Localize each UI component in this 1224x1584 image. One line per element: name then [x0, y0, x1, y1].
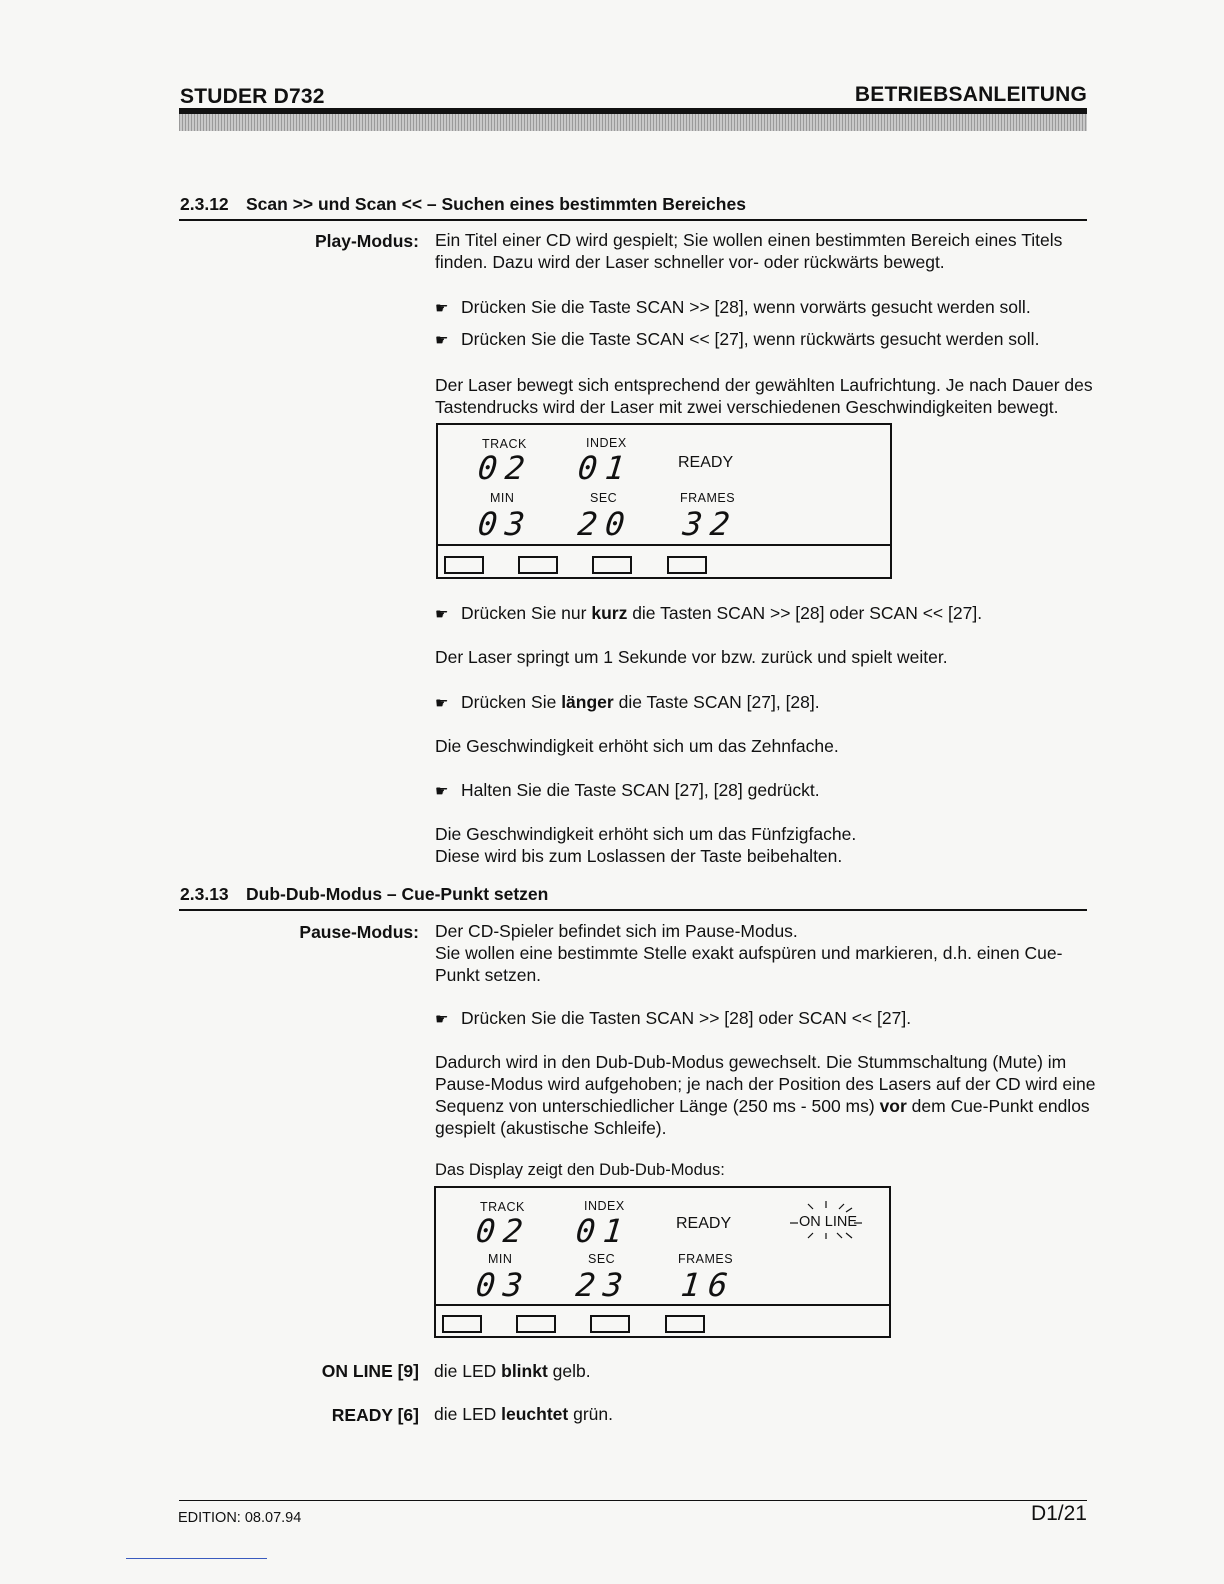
- intro-line: Ein Titel einer CD wird gespielt; Sie wollen einen bestimmten Bereich eines Titels: [435, 230, 1063, 250]
- display-button-segment: [518, 556, 558, 574]
- list-item: ☛ Halten Sie die Taste SCAN [27], [28] gedrückt.: [435, 779, 820, 803]
- index-value: 01: [576, 449, 635, 487]
- pointing-hand-icon: ☛: [435, 332, 449, 349]
- sec-value: 23: [574, 1266, 633, 1304]
- display-button-segment: [442, 1315, 482, 1333]
- frames-label: FRAMES: [678, 1252, 734, 1266]
- edition-date: EDITION: 08.07.94: [178, 1510, 302, 1526]
- sec-value: 20: [576, 505, 635, 543]
- section-2-rule: [179, 909, 1087, 911]
- pointing-hand-icon: ☛: [435, 783, 449, 800]
- track-label: TRACK: [480, 1200, 525, 1214]
- online-led-description: die LED blinkt gelb.: [434, 1361, 591, 1381]
- section-1-heading: [180, 194, 746, 215]
- track-value: 02: [474, 1212, 533, 1250]
- header-doc-type: BETRIEBSANLEITUNG: [854, 83, 1087, 106]
- section-1-title: Scan >> und Scan << – Suchen eines bestimmten Bereiches: [246, 194, 746, 214]
- pointing-hand-icon: ☛: [435, 1011, 449, 1028]
- header-title: STUDER D732: [180, 85, 325, 108]
- section-1-rule: [179, 219, 1087, 221]
- frames-label: FRAMES: [680, 491, 736, 505]
- min-label: MIN: [488, 1252, 513, 1266]
- section-2-heading: [180, 884, 548, 905]
- sec-label: SEC: [590, 491, 618, 505]
- footer-link-rule: [126, 1558, 267, 1559]
- section-1-paragraph: Die Geschwindigkeit erhöht sich um das Fünfzigfache. Diese wird bis zum Loslassen der Taste beibehalten.: [435, 824, 857, 866]
- frames-value: 32: [681, 505, 740, 543]
- section-1-number: 2.3.12: [180, 194, 229, 214]
- min-value: 03: [474, 1266, 533, 1304]
- display-divider: [438, 544, 890, 546]
- section-1-paragraph: Die Geschwindigkeit erhöht sich um das Zehnfache.: [435, 736, 839, 756]
- list-item: ☛ Drücken Sie nur kurz die Tasten SCAN >> [28] oder SCAN << [27].: [435, 602, 982, 626]
- ready-indicator: READY: [678, 454, 734, 471]
- ready-indicator: READY: [676, 1215, 732, 1232]
- pointing-hand-icon: ☛: [435, 695, 449, 712]
- index-value: 01: [574, 1212, 633, 1250]
- index-label: INDEX: [584, 1199, 625, 1213]
- section-2-intro: Der CD-Spieler befindet sich im Pause-Modus. Sie wollen eine bestimmte Stelle exakt aufspüren und markieren, d.h. einen Cue- Punkt setzen.: [435, 921, 1063, 985]
- cd-display-dub: [434, 1186, 891, 1338]
- pause-mode-label: Pause-Modus:: [299, 922, 419, 942]
- ready-led-label: READY [6]: [331, 1405, 419, 1425]
- section-2-paragraph: Dadurch wird in den Dub-Dub-Modus gewechselt. Die Stummschaltung (Mute) im Pause-Modus wird aufgehoben; je nach der Position des Lasers auf der CD wird eine Sequenz von unterschiedlicher Länge (250 ms - 500 ms) vor dem Cue-Punkt endlos gespielt (akustische Schleife).: [435, 1052, 1096, 1138]
- list-item: ☛ Drücken Sie die Tasten SCAN >> [28] oder SCAN << [27].: [435, 1007, 911, 1031]
- section-1-paragraph: Der Laser bewegt sich entsprechend der gewählten Laufrichtung. Je nach Dauer des Tastendrucks wird der Laser mit zwei verschiedenen Geschwindigkeiten bewegt.: [435, 375, 1093, 417]
- section-2-paragraph: Das Display zeigt den Dub-Dub-Modus:: [435, 1161, 725, 1179]
- list-item: ☛ Drücken Sie die Taste SCAN << [27], wenn rückwärts gesucht werden soll.: [435, 328, 1039, 352]
- min-value: 03: [476, 505, 535, 543]
- online-indicator: [786, 1194, 866, 1244]
- list-item: ☛ Drücken Sie länger die Taste SCAN [27], [28].: [435, 691, 820, 715]
- cd-display-play: [436, 423, 892, 579]
- display-button-segment: [516, 1315, 556, 1333]
- section-2-title: Dub-Dub-Modus – Cue-Punkt setzen: [246, 884, 549, 904]
- sec-label: SEC: [588, 1252, 616, 1266]
- ready-led-description: die LED leuchtet grün.: [434, 1404, 613, 1424]
- display-button-segment: [665, 1315, 705, 1333]
- online-led-label: ON LINE [9]: [321, 1361, 419, 1381]
- section-1-paragraph: Der Laser springt um 1 Sekunde vor bzw. zurück und spielt weiter.: [435, 647, 948, 667]
- index-label: INDEX: [586, 436, 627, 450]
- intro-line: finden. Dazu wird der Laser schneller vor- oder rückwärts bewegt.: [435, 252, 945, 272]
- track-value: 02: [476, 449, 535, 487]
- header-hatch-band: [179, 114, 1087, 131]
- section-2-number: 2.3.13: [180, 884, 229, 904]
- track-label: TRACK: [482, 437, 527, 451]
- online-label: ON LINE: [799, 1214, 858, 1230]
- display-button-segment: [444, 556, 484, 574]
- footer-rule: [179, 1500, 1087, 1501]
- section-1-intro: [435, 229, 1062, 273]
- frames-value: 16: [679, 1266, 738, 1304]
- display-divider: [436, 1304, 889, 1306]
- pointing-hand-icon: ☛: [435, 300, 449, 317]
- page-number: D1/21: [1030, 1502, 1087, 1525]
- min-label: MIN: [490, 491, 515, 505]
- display-button-segment: [592, 556, 632, 574]
- display-button-segment: [590, 1315, 630, 1333]
- list-item: ☛ Drücken Sie die Taste SCAN >> [28], wenn vorwärts gesucht werden soll.: [435, 296, 1031, 320]
- play-mode-label: Play-Modus:: [314, 231, 419, 251]
- pointing-hand-icon: ☛: [435, 606, 449, 623]
- display-button-segment: [667, 556, 707, 574]
